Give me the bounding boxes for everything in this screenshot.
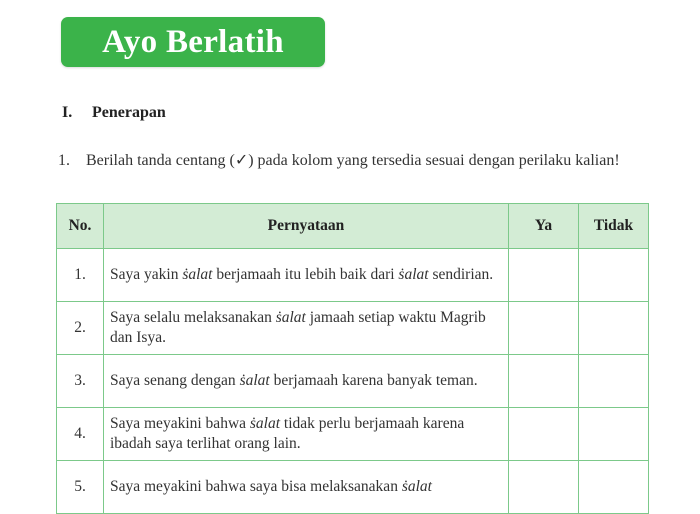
statement-text: Saya meyakini bahwa saya bisa melaksanakan ṡalat [110,478,432,495]
yes-answer-cell[interactable] [509,302,579,355]
no-answer-cell[interactable] [579,461,649,514]
yes-answer-cell[interactable] [509,461,579,514]
no-answer-cell[interactable] [579,302,649,355]
statement-text: Saya yakin ṡalat berjamaah itu lebih baik dari ṡalat sendirian. [110,266,494,283]
section-number: I. [62,104,73,121]
section-heading [62,104,166,122]
statement-text: Saya selalu melaksanakan ṡalat jamaah setiap waktu Magrib dan Isya. [110,309,486,346]
statement-cell [104,408,509,461]
header-no: No. [57,204,104,249]
banner-title: Ayo Berlatih [102,23,284,60]
no-answer-cell[interactable] [579,355,649,408]
header-statement: Pernyataan [104,204,509,249]
statement-cell [104,355,509,408]
question-number: 1. [58,152,70,169]
row-number: 1. [57,249,104,302]
title-banner [61,17,325,67]
section-title: Penerapan [92,104,166,121]
yes-answer-cell[interactable] [509,355,579,408]
no-answer-cell[interactable] [579,249,649,302]
question-text: Berilah tanda centang (✓) pada kolom yang tersedia sesuai dengan perilaku kalian! [86,152,620,169]
yes-answer-cell[interactable] [509,249,579,302]
header-no-answer: Tidak [579,204,649,249]
row-number: 2. [57,302,104,355]
question-instruction [58,150,658,172]
row-number: 5. [57,461,104,514]
statement-text: Saya meyakini bahwa ṡalat tidak perlu berjamaah karena ibadah saya terlihat orang lain. [110,415,465,452]
row-number: 4. [57,408,104,461]
statement-text: Saya senang dengan ṡalat berjamaah karena banyak teman. [110,372,478,389]
header-yes: Ya [509,204,579,249]
table-row [57,249,649,302]
statement-cell [104,249,509,302]
no-answer-cell[interactable] [579,408,649,461]
table-row [57,302,649,355]
row-number: 3. [57,355,104,408]
table-row [57,408,649,461]
statement-cell [104,461,509,514]
table-header-row [57,204,649,249]
table-row [57,461,649,514]
behavior-checklist-table [56,203,649,514]
statement-cell [104,302,509,355]
yes-answer-cell[interactable] [509,408,579,461]
table-row [57,355,649,408]
